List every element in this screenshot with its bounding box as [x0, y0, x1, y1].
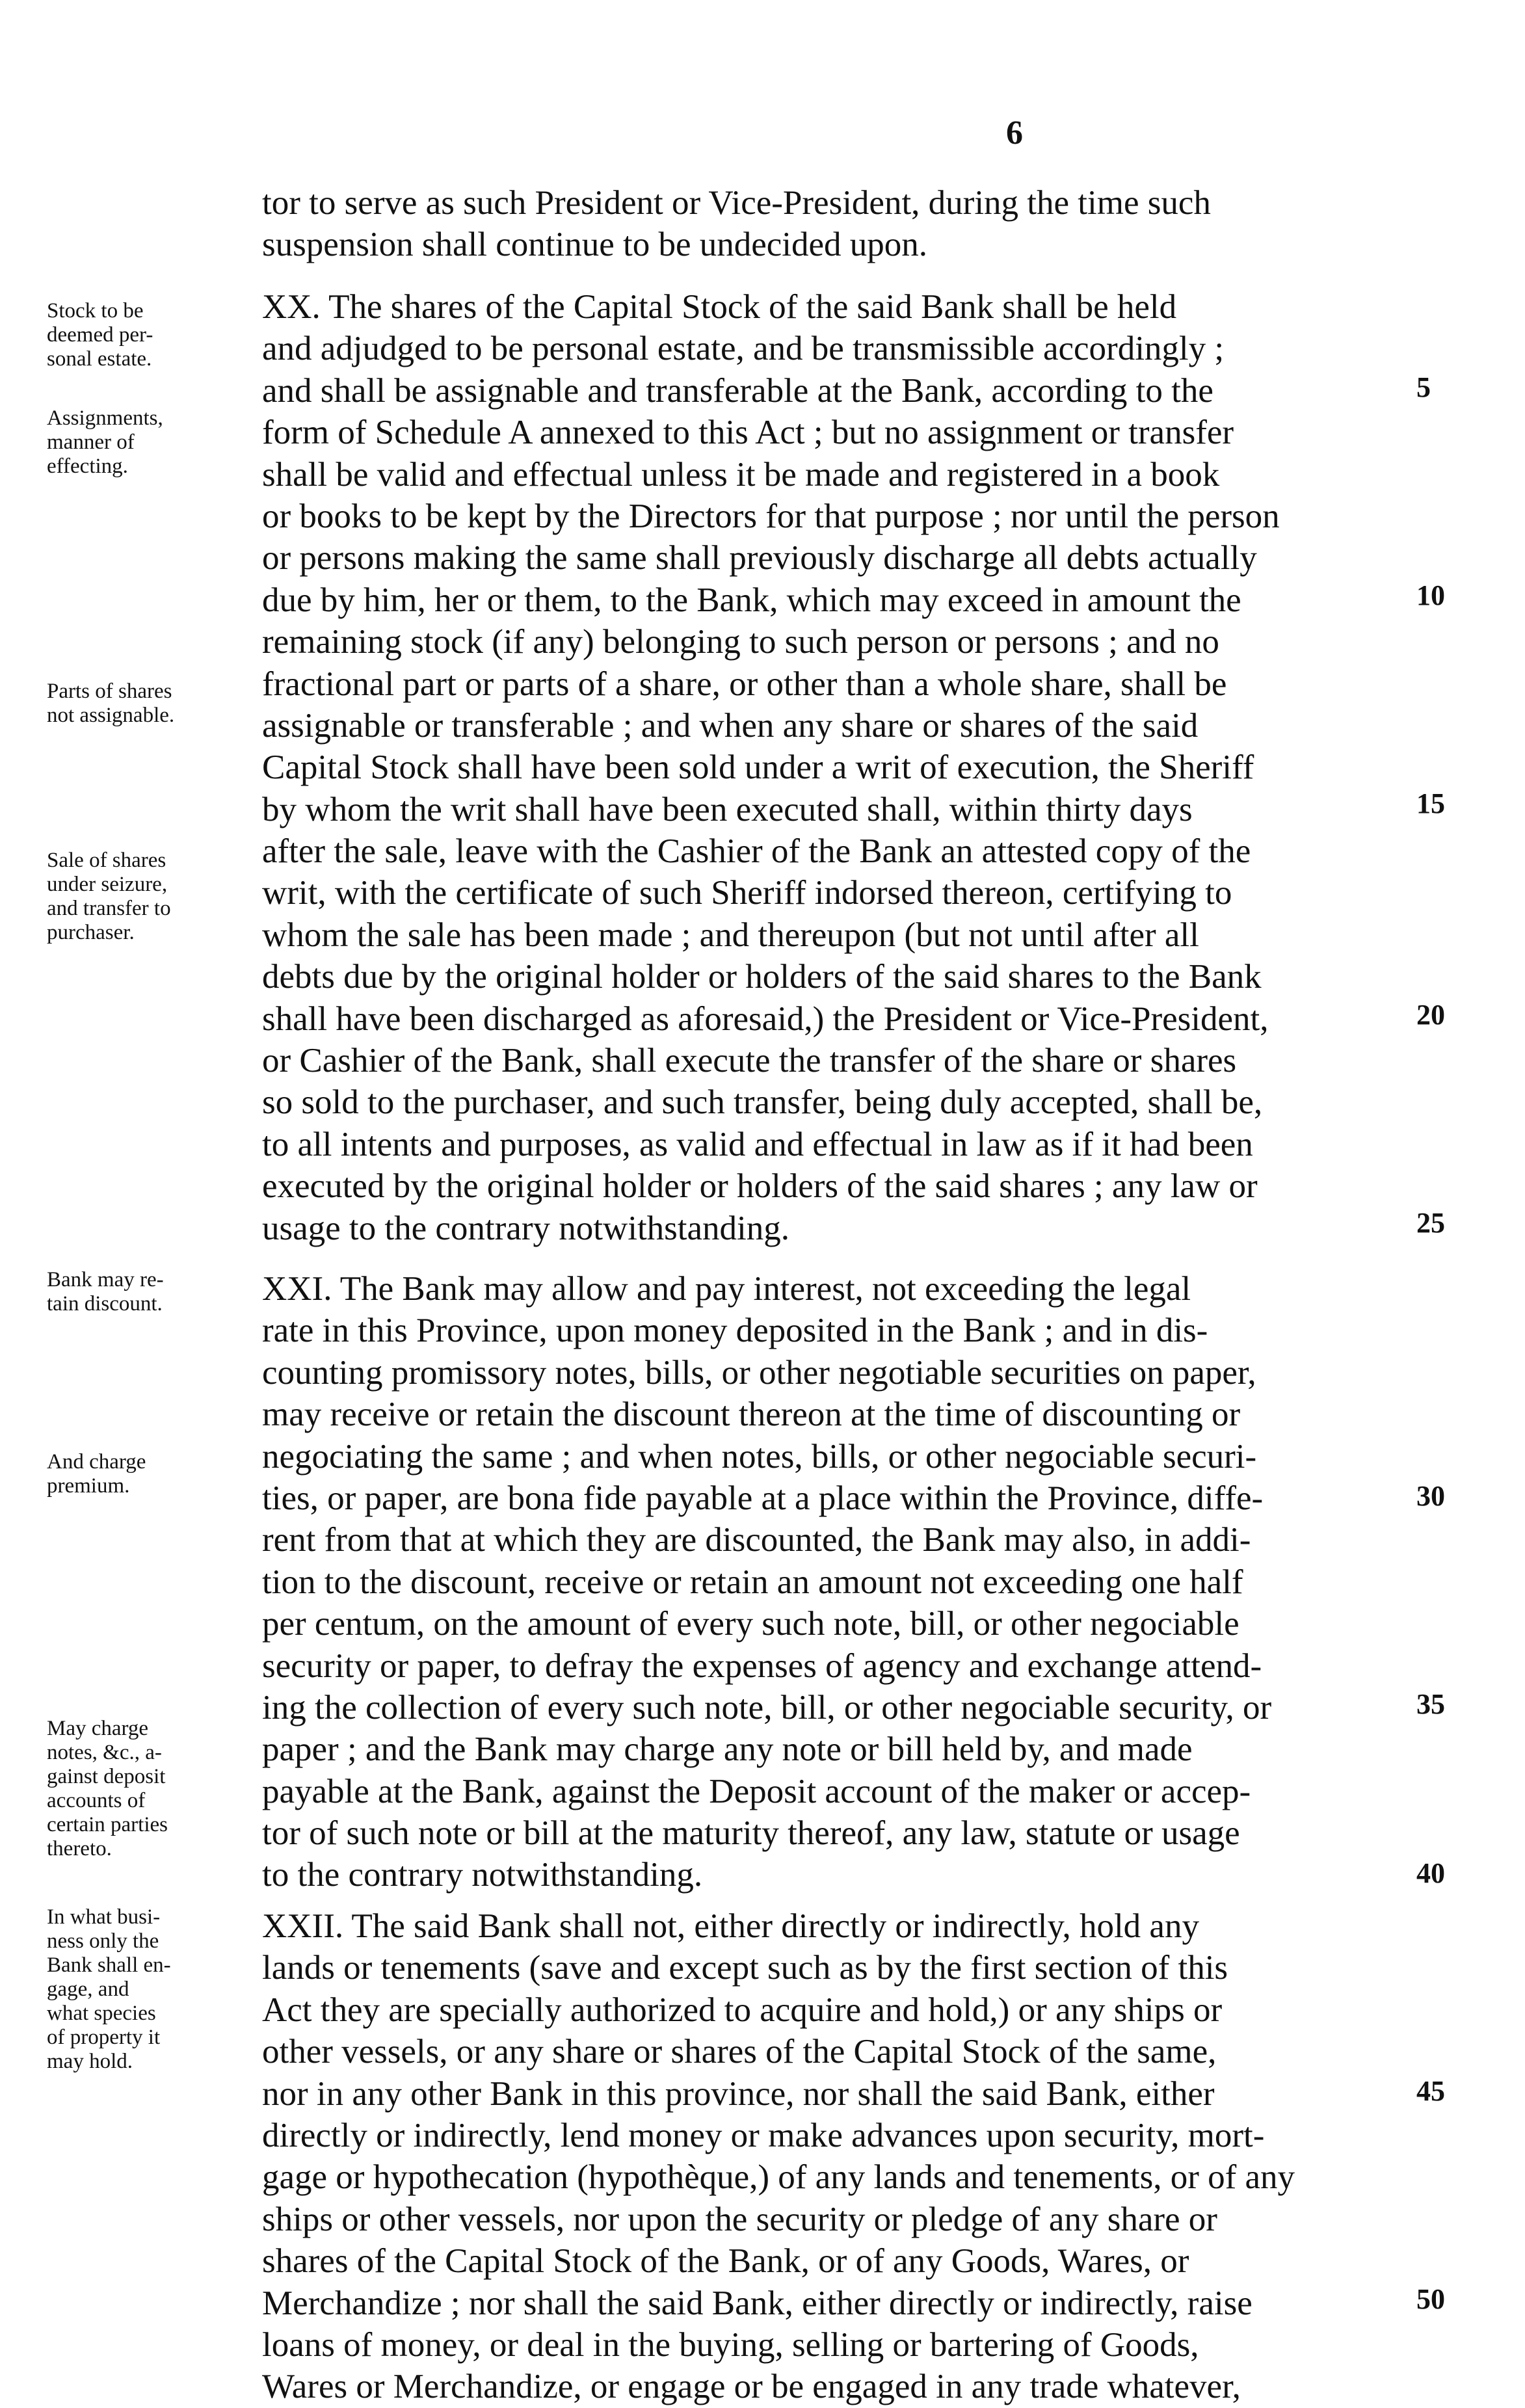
line-number: 50 [1416, 2283, 1445, 2315]
text-line: tor of such note or bill at the maturity thereof, any law, statute or usage [262, 1814, 1240, 1853]
text-line: shall be valid and effectual unless it be made and registered in a book [262, 455, 1220, 494]
text-line: tion to the discount, receive or retain an amount not exceeding one half [262, 1563, 1243, 1601]
text-line: loans of money, or deal in the buying, selling or bartering of Goods, [262, 2325, 1199, 2364]
line-number: 30 [1416, 1480, 1445, 1512]
margin-note: In what busi- ness only the Bank shall en- gage, and what species of property it may hold. [47, 1905, 171, 2073]
page-number: 6 [1006, 114, 1023, 152]
text-line: form of Schedule A annexed to this Act ; but no assignment or transfer [262, 414, 1234, 452]
text-line: assignable or transferable ; and when any share or shares of the said [262, 706, 1199, 745]
margin-note: May charge notes, &c., a- gainst deposit accounts of certain parties thereto. [47, 1717, 168, 1860]
text-line: Act they are specially authorized to acquire and hold,) or any ships or [262, 1991, 1223, 2029]
margin-note: Assignments, manner of effecting. [47, 406, 163, 478]
line-number: 40 [1416, 1857, 1445, 1889]
margin-note: Sale of shares under seizure, and transfer to purchaser. [47, 849, 171, 944]
text-line: fractional part or parts of a share, or other than a whole share, shall be [262, 665, 1227, 703]
text-line: suspension shall continue to be undecided upon. [262, 226, 928, 264]
text-line: ties, or paper, are bona fide payable at a place within the Province, diffe- [262, 1479, 1264, 1517]
text-line: XXII. The said Bank shall not, either directly or indirectly, hold any [262, 1907, 1199, 1945]
text-line: paper ; and the Bank may charge any note or bill held by, and made [262, 1730, 1193, 1769]
text-line: payable at the Bank, against the Deposit account of the maker or accep- [262, 1772, 1251, 1810]
section-xxii [262, 1905, 1413, 2408]
text-line: other vessels, or any share or shares of the Capital Stock of the same, [262, 2033, 1217, 2071]
text-line: so sold to the purchaser, and such transfer, being duly accepted, shall be, [262, 1083, 1263, 1122]
margin-note: Bank may re- tain discount. [47, 1268, 164, 1316]
text-line: to all intents and purposes, as valid and effectual in law as if it had been [262, 1125, 1253, 1163]
text-line: or books to be kept by the Directors for that purpose ; nor until the person [262, 497, 1280, 535]
text-line: whom the sale has been made ; and thereupon (but not until after all [262, 916, 1199, 954]
line-number: 45 [1416, 2075, 1445, 2107]
text-line: usage to the contrary notwithstanding. [262, 1209, 790, 1247]
text-line: per centum, on the amount of every such note, bill, or other negociable [262, 1605, 1240, 1643]
line-number: 20 [1416, 999, 1445, 1031]
text-line: or Cashier of the Bank, shall execute the transfer of the share or shares [262, 1042, 1237, 1080]
margin-note: Parts of shares not assignable. [47, 680, 175, 727]
text-line: rent from that at which they are discounted, the Bank may also, in addi- [262, 1521, 1251, 1559]
text-line: security or paper, to defray the expenses of agency and exchange attend- [262, 1647, 1262, 1685]
text-line: XXI. The Bank may allow and pay interest, not exceeding the legal [262, 1270, 1191, 1308]
text-line: Wares or Merchandize, or engage or be engaged in any trade whatever, [262, 2368, 1241, 2406]
line-number: 10 [1416, 579, 1445, 611]
text-line: or persons making the same shall previously discharge all debts actually [262, 539, 1257, 577]
text-line: lands or tenements (save and except such as by the first section of this [262, 1949, 1228, 1987]
text-line: and adjudged to be personal estate, and be transmissible accordingly ; [262, 330, 1225, 368]
text-line: may receive or retain the discount thereon at the time of discounting or [262, 1396, 1241, 1434]
text-line: tor to serve as such President or Vice-President, during the time such [262, 184, 1211, 222]
text-line: directly or indirectly, lend money or make advances upon security, mort- [262, 2116, 1265, 2154]
text-line: shares of the Capital Stock of the Bank, or of any Goods, Wares, or [262, 2242, 1189, 2281]
margin-note: And charge premium. [47, 1450, 146, 1498]
text-line: executed by the original holder or holders of the said shares ; any law or [262, 1167, 1258, 1206]
text-line: nor in any other Bank in this province, nor shall the said Bank, either [262, 2074, 1215, 2113]
line-number: 5 [1416, 371, 1431, 403]
text-line: negociating the same ; and when notes, bills, or other negociable securi- [262, 1437, 1257, 1475]
text-line: after the sale, leave with the Cashier of the Bank an attested copy of the [262, 832, 1251, 871]
text-line: writ, with the certificate of such Sheriff indorsed thereon, certifying to [262, 874, 1232, 912]
line-number: 25 [1416, 1207, 1445, 1239]
intro-paragraph [262, 182, 1413, 266]
text-line: by whom the writ shall have been executed shall, within thirty days [262, 790, 1193, 828]
text-line: rate in this Province, upon money deposited in the Bank ; and in dis- [262, 1312, 1208, 1350]
margin-note: Stock to be deemed per- sonal estate. [47, 299, 153, 371]
text-line: Merchandize ; nor shall the said Bank, either directly or indirectly, raise [262, 2284, 1253, 2322]
text-line: debts due by the original holder or holders of the said shares to the Bank [262, 958, 1262, 996]
section-xx [262, 286, 1413, 1249]
line-number: 15 [1416, 787, 1445, 819]
text-line: due by him, her or them, to the Bank, which may exceed in amount the [262, 581, 1241, 619]
text-line: remaining stock (if any) belonging to such person or persons ; and no [262, 623, 1219, 661]
text-line: Capital Stock shall have been sold under a writ of execution, the Sheriff [262, 748, 1254, 787]
section-xxi [262, 1268, 1413, 1896]
text-line: ing the collection of every such note, bill, or other negociable security, or [262, 1688, 1272, 1727]
text-line: XX. The shares of the Capital Stock of the said Bank shall be held [262, 288, 1177, 326]
text-line: counting promissory notes, bills, or other negotiable securities on paper, [262, 1353, 1256, 1392]
text-line: ships or other vessels, nor upon the security or pledge of any share or [262, 2200, 1217, 2238]
text-line: and shall be assignable and transferable at the Bank, according to the [262, 371, 1213, 410]
text-line: to the contrary notwithstanding. [262, 1856, 703, 1894]
text-line: gage or hypothecation (hypothèque,) of any lands and tenements, or of any [262, 2158, 1295, 2197]
text-line: shall have been discharged as aforesaid,) the President or Vice-President, [262, 999, 1269, 1038]
line-number: 35 [1416, 1688, 1445, 1720]
